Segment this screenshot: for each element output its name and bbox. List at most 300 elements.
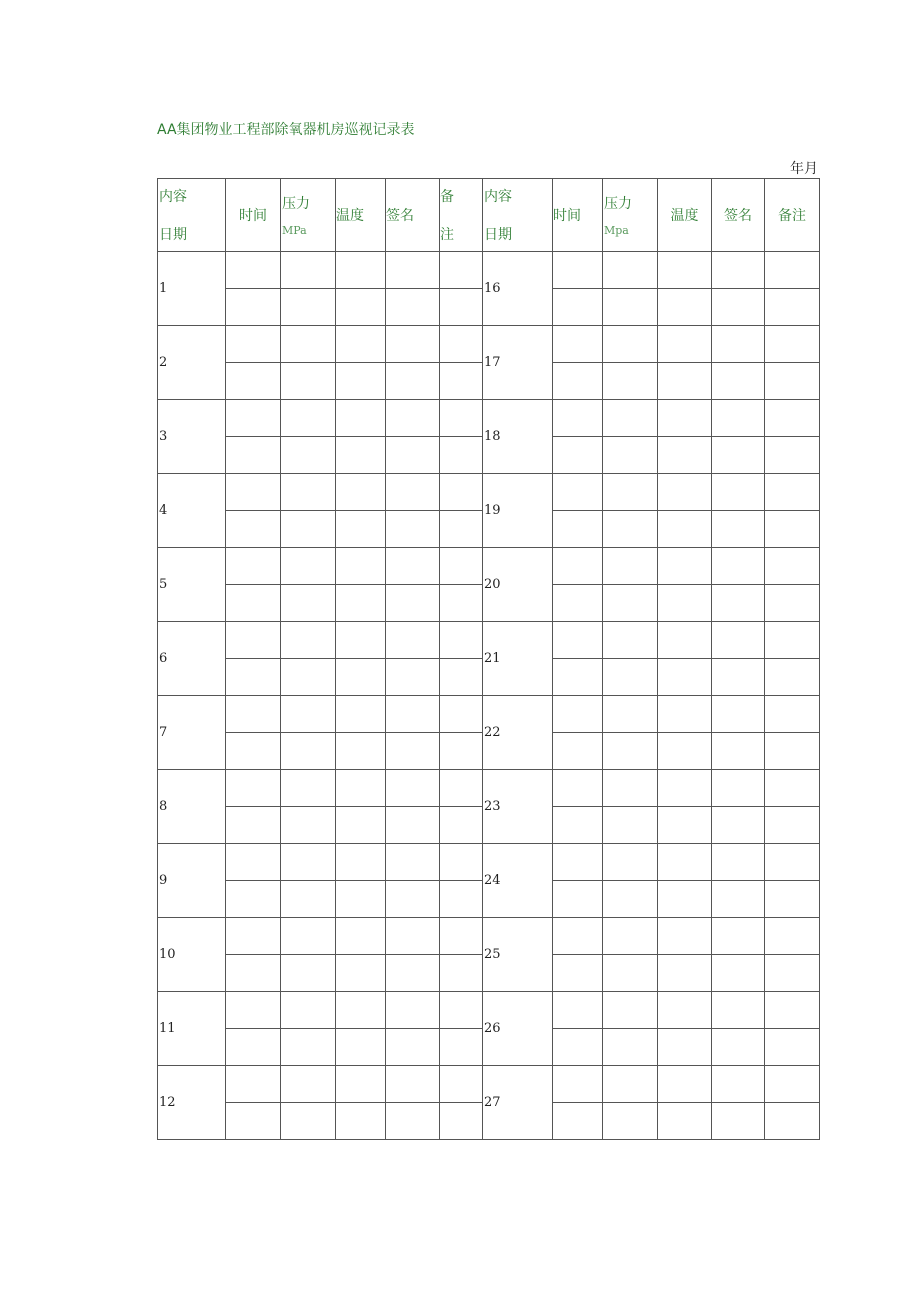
entry-cell[interactable] xyxy=(658,844,712,881)
entry-cell[interactable] xyxy=(603,1103,658,1140)
entry-cell[interactable] xyxy=(765,807,820,844)
entry-cell[interactable] xyxy=(226,659,281,696)
entry-cell[interactable] xyxy=(765,696,820,733)
entry-cell[interactable] xyxy=(712,955,765,992)
entry-cell[interactable] xyxy=(712,326,765,363)
entry-cell[interactable] xyxy=(712,437,765,474)
entry-cell[interactable] xyxy=(386,1029,440,1066)
day-cell-right xyxy=(483,992,553,1066)
entry-cell[interactable] xyxy=(658,955,712,992)
entry-cell[interactable] xyxy=(553,326,603,363)
entry-cell[interactable] xyxy=(712,807,765,844)
entry-cell[interactable] xyxy=(281,289,336,326)
entry-cell[interactable] xyxy=(553,1029,603,1066)
entry-cell[interactable] xyxy=(336,881,386,918)
entry-cell[interactable] xyxy=(440,252,483,289)
entry-cell[interactable] xyxy=(226,696,281,733)
entry-cell[interactable] xyxy=(440,400,483,437)
day-number: 24 xyxy=(484,873,501,888)
entry-cell[interactable] xyxy=(765,363,820,400)
entry-cell[interactable] xyxy=(226,992,281,1029)
entry-cell[interactable] xyxy=(386,622,440,659)
table-row xyxy=(158,326,820,363)
day-number: 16 xyxy=(484,281,501,296)
entry-cell[interactable] xyxy=(226,548,281,585)
entry-cell[interactable] xyxy=(658,659,712,696)
day-cell-right xyxy=(483,844,553,918)
entry-cell[interactable] xyxy=(553,437,603,474)
entry-cell[interactable] xyxy=(226,955,281,992)
day-number: 6 xyxy=(159,651,168,666)
day-number: 20 xyxy=(484,577,501,592)
entry-cell[interactable] xyxy=(603,696,658,733)
entry-cell[interactable] xyxy=(553,1103,603,1140)
entry-cell[interactable] xyxy=(440,511,483,548)
entry-cell[interactable] xyxy=(386,955,440,992)
entry-cell[interactable] xyxy=(281,807,336,844)
entry-cell[interactable] xyxy=(712,881,765,918)
header-time-left: 时间 xyxy=(226,179,281,252)
entry-cell[interactable] xyxy=(336,844,386,881)
day-cell-left xyxy=(158,844,226,918)
entry-cell[interactable] xyxy=(440,659,483,696)
entry-cell[interactable] xyxy=(226,326,281,363)
entry-cell[interactable] xyxy=(226,1066,281,1103)
entry-cell[interactable] xyxy=(226,252,281,289)
entry-cell[interactable] xyxy=(226,1029,281,1066)
day-cell-left xyxy=(158,696,226,770)
entry-cell[interactable] xyxy=(553,992,603,1029)
entry-cell[interactable] xyxy=(386,881,440,918)
entry-cell[interactable] xyxy=(603,770,658,807)
day-number: 3 xyxy=(159,429,168,444)
entry-cell[interactable] xyxy=(765,474,820,511)
entry-cell[interactable] xyxy=(603,844,658,881)
entry-cell[interactable] xyxy=(712,252,765,289)
header-remark-right: 备注 xyxy=(765,179,820,252)
day-number: 8 xyxy=(159,799,168,814)
entry-cell[interactable] xyxy=(336,1103,386,1140)
entry-cell[interactable] xyxy=(440,548,483,585)
entry-cell[interactable] xyxy=(281,363,336,400)
day-cell-left xyxy=(158,474,226,548)
entry-cell[interactable] xyxy=(440,844,483,881)
entry-cell[interactable] xyxy=(386,807,440,844)
entry-cell[interactable] xyxy=(553,1066,603,1103)
entry-cell[interactable] xyxy=(658,992,712,1029)
entry-cell[interactable] xyxy=(553,548,603,585)
table-row xyxy=(158,844,820,881)
entry-cell[interactable] xyxy=(281,918,336,955)
entry-cell[interactable] xyxy=(553,659,603,696)
page-title: AA集团物业工程部除氧器机房巡视记录表 xyxy=(157,122,415,138)
entry-cell[interactable] xyxy=(281,474,336,511)
entry-cell[interactable] xyxy=(336,918,386,955)
entry-cell[interactable] xyxy=(603,548,658,585)
day-number: 9 xyxy=(159,873,168,888)
entry-cell[interactable] xyxy=(226,511,281,548)
entry-cell[interactable] xyxy=(765,955,820,992)
entry-cell[interactable] xyxy=(386,918,440,955)
entry-cell[interactable] xyxy=(603,1066,658,1103)
entry-cell[interactable] xyxy=(603,437,658,474)
entry-cell[interactable] xyxy=(658,1103,712,1140)
entry-cell[interactable] xyxy=(281,659,336,696)
entry-cell[interactable] xyxy=(712,770,765,807)
entry-cell[interactable] xyxy=(281,1029,336,1066)
entry-cell[interactable] xyxy=(553,881,603,918)
entry-cell[interactable] xyxy=(765,400,820,437)
entry-cell[interactable] xyxy=(765,918,820,955)
entry-cell[interactable] xyxy=(658,252,712,289)
entry-cell[interactable] xyxy=(226,474,281,511)
entry-cell[interactable] xyxy=(336,474,386,511)
day-cell-right xyxy=(483,326,553,400)
table-row xyxy=(158,696,820,733)
entry-cell[interactable] xyxy=(226,807,281,844)
entry-cell[interactable] xyxy=(765,1029,820,1066)
entry-cell[interactable] xyxy=(226,844,281,881)
table-row xyxy=(158,992,820,1029)
entry-cell[interactable] xyxy=(658,1066,712,1103)
entry-cell[interactable] xyxy=(336,659,386,696)
header-pressure-left xyxy=(281,179,336,252)
entry-cell[interactable] xyxy=(658,807,712,844)
entry-cell[interactable] xyxy=(386,326,440,363)
entry-cell[interactable] xyxy=(226,1103,281,1140)
entry-cell[interactable] xyxy=(281,400,336,437)
entry-cell[interactable] xyxy=(336,363,386,400)
entry-cell[interactable] xyxy=(386,474,440,511)
entry-cell[interactable] xyxy=(553,770,603,807)
entry-cell[interactable] xyxy=(712,1066,765,1103)
entry-cell[interactable] xyxy=(712,289,765,326)
table-row xyxy=(158,770,820,807)
day-number: 21 xyxy=(484,651,501,666)
table-row xyxy=(158,400,820,437)
entry-cell[interactable] xyxy=(281,696,336,733)
entry-cell[interactable] xyxy=(712,1029,765,1066)
entry-cell[interactable] xyxy=(765,289,820,326)
entry-cell[interactable] xyxy=(658,918,712,955)
entry-cell[interactable] xyxy=(440,585,483,622)
entry-cell[interactable] xyxy=(226,400,281,437)
day-number: 4 xyxy=(159,503,168,518)
entry-cell[interactable] xyxy=(712,400,765,437)
entry-cell[interactable] xyxy=(765,992,820,1029)
entry-cell[interactable] xyxy=(226,770,281,807)
entry-cell[interactable] xyxy=(603,918,658,955)
entry-cell[interactable] xyxy=(336,622,386,659)
entry-cell[interactable] xyxy=(386,696,440,733)
entry-cell[interactable] xyxy=(440,363,483,400)
header-remark-bottom: 注 xyxy=(440,227,454,243)
entry-cell[interactable] xyxy=(658,696,712,733)
entry-cell[interactable] xyxy=(765,844,820,881)
entry-cell[interactable] xyxy=(658,400,712,437)
entry-cell[interactable] xyxy=(386,844,440,881)
entry-cell[interactable] xyxy=(553,622,603,659)
entry-cell[interactable] xyxy=(712,548,765,585)
header-signature-right: 签名 xyxy=(712,179,765,252)
entry-cell[interactable] xyxy=(603,400,658,437)
entry-cell[interactable] xyxy=(603,955,658,992)
entry-cell[interactable] xyxy=(553,400,603,437)
entry-cell[interactable] xyxy=(440,474,483,511)
entry-cell[interactable] xyxy=(386,289,440,326)
entry-cell[interactable] xyxy=(440,955,483,992)
entry-cell[interactable] xyxy=(336,696,386,733)
day-number: 18 xyxy=(484,429,501,444)
entry-cell[interactable] xyxy=(765,1066,820,1103)
entry-cell[interactable] xyxy=(336,400,386,437)
entry-cell[interactable] xyxy=(281,881,336,918)
day-number: 17 xyxy=(484,355,501,370)
entry-cell[interactable] xyxy=(226,363,281,400)
entry-cell[interactable] xyxy=(658,326,712,363)
day-number: 26 xyxy=(484,1021,501,1036)
entry-cell[interactable] xyxy=(281,733,336,770)
header-pressure-unit: MPa xyxy=(282,224,307,237)
entry-cell[interactable] xyxy=(386,400,440,437)
entry-cell[interactable] xyxy=(440,807,483,844)
header-date-label: 日期 xyxy=(484,227,512,243)
entry-cell[interactable] xyxy=(765,252,820,289)
entry-cell[interactable] xyxy=(765,770,820,807)
entry-cell[interactable] xyxy=(226,733,281,770)
entry-cell[interactable] xyxy=(603,474,658,511)
entry-cell[interactable] xyxy=(386,733,440,770)
entry-cell[interactable] xyxy=(603,289,658,326)
entry-cell[interactable] xyxy=(281,437,336,474)
entry-cell[interactable] xyxy=(765,326,820,363)
entry-cell[interactable] xyxy=(440,770,483,807)
day-cell-left xyxy=(158,770,226,844)
table-row xyxy=(158,918,820,955)
entry-cell[interactable] xyxy=(712,1103,765,1140)
table-row xyxy=(158,252,820,289)
entry-cell[interactable] xyxy=(336,548,386,585)
entry-cell[interactable] xyxy=(658,548,712,585)
table-row xyxy=(158,548,820,585)
entry-cell[interactable] xyxy=(281,1103,336,1140)
entry-cell[interactable] xyxy=(226,585,281,622)
entry-cell[interactable] xyxy=(712,918,765,955)
entry-cell[interactable] xyxy=(603,659,658,696)
entry-cell[interactable] xyxy=(553,918,603,955)
entry-cell[interactable] xyxy=(281,622,336,659)
entry-cell[interactable] xyxy=(440,326,483,363)
entry-cell[interactable] xyxy=(712,474,765,511)
entry-cell[interactable] xyxy=(386,437,440,474)
day-cell-right xyxy=(483,622,553,696)
entry-cell[interactable] xyxy=(281,992,336,1029)
entry-cell[interactable] xyxy=(281,770,336,807)
entry-cell[interactable] xyxy=(226,289,281,326)
entry-cell[interactable] xyxy=(386,992,440,1029)
entry-cell[interactable] xyxy=(386,770,440,807)
entry-cell[interactable] xyxy=(553,363,603,400)
entry-cell[interactable] xyxy=(440,437,483,474)
entry-cell[interactable] xyxy=(658,770,712,807)
entry-cell[interactable] xyxy=(226,881,281,918)
day-cell-left xyxy=(158,400,226,474)
entry-cell[interactable] xyxy=(336,289,386,326)
entry-cell[interactable] xyxy=(553,844,603,881)
entry-cell[interactable] xyxy=(281,326,336,363)
entry-cell[interactable] xyxy=(336,770,386,807)
entry-cell[interactable] xyxy=(440,1066,483,1103)
entry-cell[interactable] xyxy=(712,622,765,659)
day-cell-left xyxy=(158,992,226,1066)
entry-cell[interactable] xyxy=(281,955,336,992)
entry-cell[interactable] xyxy=(765,622,820,659)
entry-cell[interactable] xyxy=(658,363,712,400)
entry-cell[interactable] xyxy=(765,1103,820,1140)
entry-cell[interactable] xyxy=(765,659,820,696)
entry-cell[interactable] xyxy=(440,733,483,770)
day-cell-right xyxy=(483,696,553,770)
entry-cell[interactable] xyxy=(336,511,386,548)
entry-cell[interactable] xyxy=(281,252,336,289)
day-cell-right xyxy=(483,770,553,844)
entry-cell[interactable] xyxy=(765,585,820,622)
day-cell-right xyxy=(483,400,553,474)
header-date-label: 日期 xyxy=(159,227,187,243)
day-number: 11 xyxy=(159,1021,176,1036)
entry-cell[interactable] xyxy=(553,955,603,992)
entry-cell[interactable] xyxy=(336,955,386,992)
entry-cell[interactable] xyxy=(603,881,658,918)
entry-cell[interactable] xyxy=(440,992,483,1029)
entry-cell[interactable] xyxy=(386,511,440,548)
entry-cell[interactable] xyxy=(440,289,483,326)
entry-cell[interactable] xyxy=(603,992,658,1029)
entry-cell[interactable] xyxy=(553,511,603,548)
table-header-row xyxy=(158,179,820,252)
day-cell-right xyxy=(483,548,553,622)
entry-cell[interactable] xyxy=(658,1029,712,1066)
entry-cell[interactable] xyxy=(658,881,712,918)
day-cell-right xyxy=(483,474,553,548)
entry-cell[interactable] xyxy=(603,511,658,548)
entry-cell[interactable] xyxy=(440,622,483,659)
day-number: 12 xyxy=(159,1095,176,1110)
entry-cell[interactable] xyxy=(658,585,712,622)
entry-cell[interactable] xyxy=(712,363,765,400)
day-number: 27 xyxy=(484,1095,501,1110)
entry-cell[interactable] xyxy=(336,733,386,770)
header-temperature-right: 温度 xyxy=(658,179,712,252)
day-cell-right xyxy=(483,252,553,326)
entry-cell[interactable] xyxy=(386,548,440,585)
entry-cell[interactable] xyxy=(603,363,658,400)
entry-cell[interactable] xyxy=(603,252,658,289)
entry-cell[interactable] xyxy=(712,733,765,770)
entry-cell[interactable] xyxy=(440,1029,483,1066)
entry-cell[interactable] xyxy=(712,696,765,733)
entry-cell[interactable] xyxy=(281,585,336,622)
entry-cell[interactable] xyxy=(603,807,658,844)
day-cell-left xyxy=(158,918,226,992)
entry-cell[interactable] xyxy=(765,437,820,474)
entry-cell[interactable] xyxy=(553,289,603,326)
entry-cell[interactable] xyxy=(658,437,712,474)
day-number: 19 xyxy=(484,503,501,518)
entry-cell[interactable] xyxy=(226,918,281,955)
entry-cell[interactable] xyxy=(553,696,603,733)
entry-cell[interactable] xyxy=(386,659,440,696)
entry-cell[interactable] xyxy=(553,733,603,770)
entry-cell[interactable] xyxy=(440,1103,483,1140)
entry-cell[interactable] xyxy=(386,252,440,289)
entry-cell[interactable] xyxy=(386,1066,440,1103)
entry-cell[interactable] xyxy=(765,548,820,585)
entry-cell[interactable] xyxy=(553,807,603,844)
entry-cell[interactable] xyxy=(553,474,603,511)
entry-cell[interactable] xyxy=(281,548,336,585)
entry-cell[interactable] xyxy=(553,585,603,622)
entry-cell[interactable] xyxy=(336,992,386,1029)
entry-cell[interactable] xyxy=(712,585,765,622)
entry-cell[interactable] xyxy=(603,733,658,770)
entry-cell[interactable] xyxy=(658,289,712,326)
entry-cell[interactable] xyxy=(603,585,658,622)
entry-cell[interactable] xyxy=(386,1103,440,1140)
day-number: 1 xyxy=(159,281,168,296)
entry-cell[interactable] xyxy=(336,326,386,363)
entry-cell[interactable] xyxy=(658,511,712,548)
entry-cell[interactable] xyxy=(765,733,820,770)
entry-cell[interactable] xyxy=(281,844,336,881)
entry-cell[interactable] xyxy=(603,326,658,363)
entry-cell[interactable] xyxy=(658,622,712,659)
entry-cell[interactable] xyxy=(440,918,483,955)
entry-cell[interactable] xyxy=(765,881,820,918)
entry-cell[interactable] xyxy=(440,696,483,733)
entry-cell[interactable] xyxy=(336,252,386,289)
entry-cell[interactable] xyxy=(603,1029,658,1066)
entry-cell[interactable] xyxy=(712,844,765,881)
header-pressure-label: 压力 xyxy=(282,196,310,212)
entry-cell[interactable] xyxy=(281,1066,336,1103)
entry-cell[interactable] xyxy=(226,622,281,659)
entry-cell[interactable] xyxy=(603,622,658,659)
entry-cell[interactable] xyxy=(658,474,712,511)
entry-cell[interactable] xyxy=(712,511,765,548)
entry-cell[interactable] xyxy=(336,585,386,622)
entry-cell[interactable] xyxy=(226,437,281,474)
entry-cell[interactable] xyxy=(712,992,765,1029)
header-remark-top: 备 xyxy=(440,189,454,205)
entry-cell[interactable] xyxy=(658,733,712,770)
entry-cell[interactable] xyxy=(336,437,386,474)
year-month-label: 年月 xyxy=(790,161,818,177)
day-cell-left xyxy=(158,326,226,400)
entry-cell[interactable] xyxy=(336,807,386,844)
entry-cell[interactable] xyxy=(336,1029,386,1066)
entry-cell[interactable] xyxy=(765,511,820,548)
entry-cell[interactable] xyxy=(712,659,765,696)
entry-cell[interactable] xyxy=(440,881,483,918)
entry-cell[interactable] xyxy=(553,252,603,289)
entry-cell[interactable] xyxy=(386,585,440,622)
entry-cell[interactable] xyxy=(386,363,440,400)
table-row xyxy=(158,622,820,659)
day-number: 2 xyxy=(159,355,168,370)
entry-cell[interactable] xyxy=(336,1066,386,1103)
entry-cell[interactable] xyxy=(281,511,336,548)
